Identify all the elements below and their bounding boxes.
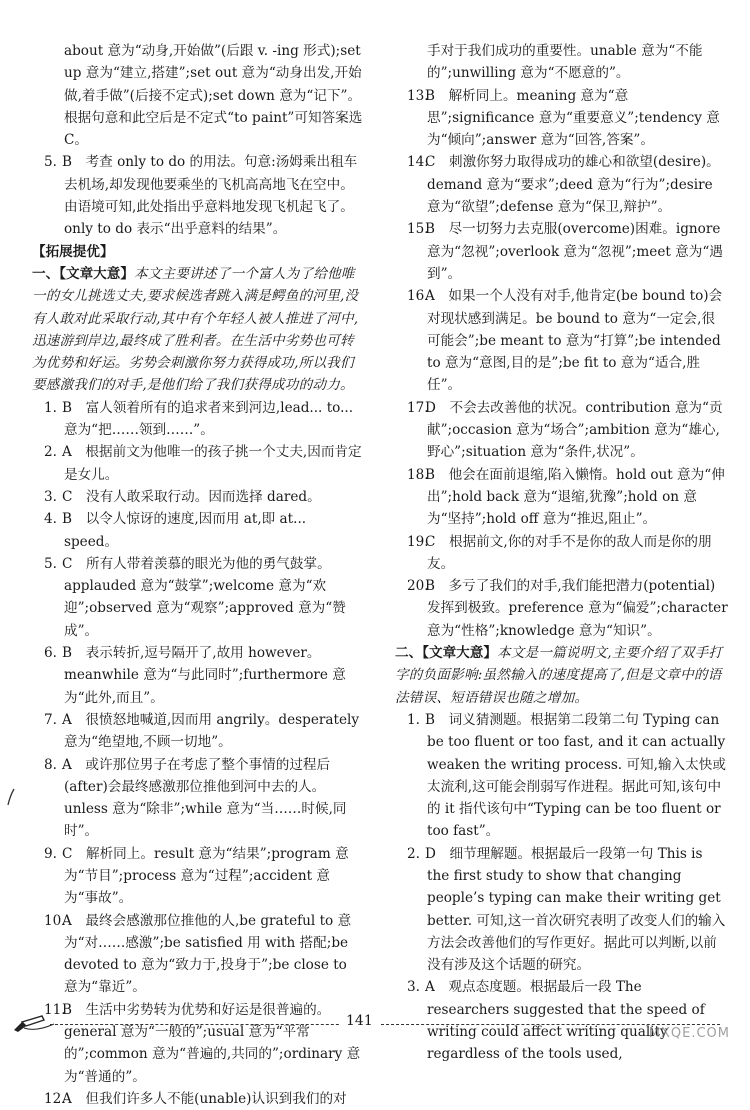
item-text: C 解析同上。result 意为“结果”;program 意为“节目”;process 意为“过程”;accident 意为“事故”。 (62, 845, 349, 907)
item-number: 5. (44, 555, 57, 572)
pen-stroke-mark (6, 788, 16, 806)
right-column (395, 40, 728, 1066)
answer-item (44, 843, 363, 910)
section-heading: 【拓展提优】 (32, 243, 114, 260)
item-number: 11. (44, 1001, 66, 1018)
item-text: A 根据前文为他唯一的孩子挑一个丈夫,因而肯定是女儿。 (62, 444, 362, 483)
answer-item (44, 486, 363, 508)
item-number: 9. (44, 845, 57, 862)
item-text: A 或许那位男子在考虑了整个事情的过程后(after)会最终感激那位推他到河中去的人。unless 意为“除非”;while 意为“当……时候,同时”。 (62, 756, 347, 840)
item-text: D 细节理解题。根据最后一段第一句 This is the first study to show that changing people’s typing can make their writing get better. 可知,这一首次研究表明了改变人们的输入方法会改善他们的写作更好。据此可以判断,以前没有涉及这个话题的研究。 (425, 845, 726, 974)
item-number: 7. (44, 711, 57, 728)
item-text: A 观点态度题。根据最后一段 The researchers suggested that the speed of writing could affect writing quality regardless of the tools used, (425, 979, 705, 1063)
item-number: 17. (407, 399, 429, 416)
item-number: 16. (407, 288, 429, 305)
item-text: C 刺激你努力取得成功的雄心和欲望(desire)。demand 意为“要求”;deed 意为“行为”;desire 意为“欲望”;defense 意为“保卫,辩护”。 (425, 154, 720, 216)
item-number: 3. (44, 488, 57, 505)
answer-item (44, 754, 363, 843)
answer-item (44, 642, 363, 709)
article-summary (32, 263, 363, 397)
continued-text: about 意为“动身,开始做”(后跟 v. -ing 形式);set up 意为“建立,搭建”;set out 意为“动身出发,开始做,着手做”(后接不定式);set down 意为“记下”。根据句意和此空后是不定式“to paint”可知答案选 C。 (64, 43, 363, 149)
item-text: C 没有人敢采取行动。因而选择 dared。 (62, 488, 321, 505)
item-text: B 尽一切努力去克服(overcome)困难。ignore 意为“忽视”;overlook 意为“忽视”;meet 意为“遇到”。 (425, 221, 723, 282)
item-text: B 生活中劣势转为优势和好运是很普遍的。general 意为“一般的”;usual 意为“平常的”;common 意为“普遍的,共同的”;ordinary 意为“普通的”。 (62, 1001, 361, 1085)
item-text: A 最终会感激那位推他的人,be grateful to 意为“对……感激”;be satisfied 用 with 搭配;be devoted to 意为“致力于,投身于”;be close to 意为“靠近”。 (62, 912, 352, 996)
answer-item (44, 397, 363, 442)
item-number: 8. (44, 756, 57, 773)
item-text: D 不会去改善他的状况。contribution 意为“贡献”;occasion 意为“场合”;ambition 意为“雄心,野心”;situation 意为“条件,状况”。 (425, 399, 723, 461)
item-text: B 词义猜测题。根据第二段第二句 Typing can be too fluent or too fast, and it can actually weaken the writing process. 可知,输入太快或太流利,这可能会削弱写作进程。据此可知,该句中的 it 指代该句中“Typing can be too fluent or too fast”。 (425, 711, 726, 840)
item-number: 6. (44, 645, 57, 662)
left-column (32, 40, 363, 1110)
item-number: 10. (44, 912, 66, 929)
answer-item (407, 285, 728, 396)
continued-text: 手对于我们成功的重要性。unable 意为“不能的”;unwilling 意为“不愿意的”。 (427, 43, 703, 82)
item-text: C 所有人带着羡慕的眼光为他的勇气鼓掌。applauded 意为“鼓掌”;welcome 意为“欢迎”;observed 意为“观察”;approved 意为“赞成”。 (62, 555, 346, 639)
pen-icon (12, 1012, 56, 1034)
item-number: 1. (44, 399, 57, 416)
item-text: B 以令人惊讶的速度,因而用 at,即 at... speed。 (62, 511, 307, 550)
watermark: MXQE.COM (648, 1025, 730, 1041)
footer-dashed-line (50, 1024, 720, 1025)
item-text: B 表示转折,逗号隔开了,故用 however。meanwhile 意为“与此同时”;furthermore 意为“此外,而且”。 (62, 645, 346, 706)
answer-item (44, 553, 363, 642)
item-number: 19. (407, 533, 429, 550)
answer-item (44, 1088, 363, 1110)
item-text: A 很愤怒地喊道,因而用 angrily。desperately 意为“绝望地,不顾一切地”。 (62, 711, 360, 751)
article-summary (395, 642, 728, 709)
answer-item (44, 441, 363, 486)
item-number: 13. (407, 87, 429, 104)
item-text: B 考查 only to do 的用法。句意:汤姆乘出租车去机场,却发现他要乘坐的飞机高高地飞在空中。由语境可知,此处指出乎意料地发现飞机起飞了。only to do 表示“出乎意料的结果”。 (62, 154, 358, 238)
answer-item (407, 464, 728, 531)
answer-item (407, 218, 728, 285)
answer-item (44, 709, 363, 754)
summary-text: 本文是一篇说明文,主要介绍了双手打字的负面影响:虽然输入的速度提高了,但是文章中的语法错误、短语错误也随之增加。 (395, 645, 723, 706)
summary-label: 二、【文章大意】 (395, 645, 497, 662)
item-text: B 解析同上。meaning 意为“意思”;significance 意为“重要意义”;tendency 意为“倾向”;answer 意为“回答,答案”。 (425, 87, 720, 149)
item-number: 2. (44, 444, 57, 461)
answer-item (44, 508, 363, 553)
answer-item (407, 531, 728, 576)
item-text: A 如果一个人没有对手,他肯定(be bound to)会对现状感到满足。be bound to 意为“一定会,很可能会”;be meant to 意为“打算”;be intended to 意为“意图,目的是”;be fit to 意为“适合,胜任”。 (425, 288, 723, 394)
answer-item (44, 151, 363, 240)
item-number: 14. (407, 154, 429, 171)
page-number: 141 (340, 1010, 379, 1032)
answer-item (44, 910, 363, 999)
item-number: 1. (407, 711, 420, 728)
item-text: B 多亏了我们的对手,我们能把潜力(potential)发挥到极致。preference 意为“偏爱”;character 意为“性格”;knowledge 意为“知识”。 (425, 578, 728, 639)
item-number: 4. (44, 511, 57, 528)
answer-item (407, 151, 728, 218)
answer-item (407, 575, 728, 642)
item-text: B 他会在面前退缩,陷入懒惰。hold out 意为“伸出”;hold back 意为“退缩,犹豫”;hold on 意为“坚持”;hold off 意为“推迟,阻止”。 (425, 466, 725, 528)
answer-item (407, 843, 728, 977)
item-text: C 根据前文,你的对手不是你的敌人而是你的朋友。 (425, 533, 712, 572)
item-number: 12. (44, 1090, 66, 1107)
summary-text: 本文主要讲述了一个富人为了给他唯一的女儿挑选丈夫,要求候选者跳入满是鳄鱼的河里,没有人敢对此采取行动,其中有个年轻人被人推进了河中,迅速游到岸边,最终成了胜利者。在生活中劣势也可转为优势和好运。劣势会刺激你努力获得成功,所以我们要感激我们的对手,是他们给了我们获得成功的动力。 (32, 265, 359, 394)
answer-item (407, 397, 728, 464)
answer-item (407, 709, 728, 843)
item-number: 15. (407, 221, 429, 238)
item-text: A 但我们许多人不能(unable)认识到我们的对 (62, 1090, 347, 1107)
item-number: 3. (407, 979, 420, 996)
answer-item (407, 85, 728, 152)
item-number: 5. (44, 154, 57, 171)
item-text: B 富人领着所有的追求者来到河边,lead... to... 意为“把……领到……”。 (62, 399, 354, 439)
item-number: 2. (407, 845, 420, 862)
page-footer (0, 1000, 750, 1049)
summary-label: 一、【文章大意】 (32, 265, 134, 282)
item-number: 20. (407, 578, 429, 595)
item-number: 18. (407, 466, 429, 483)
